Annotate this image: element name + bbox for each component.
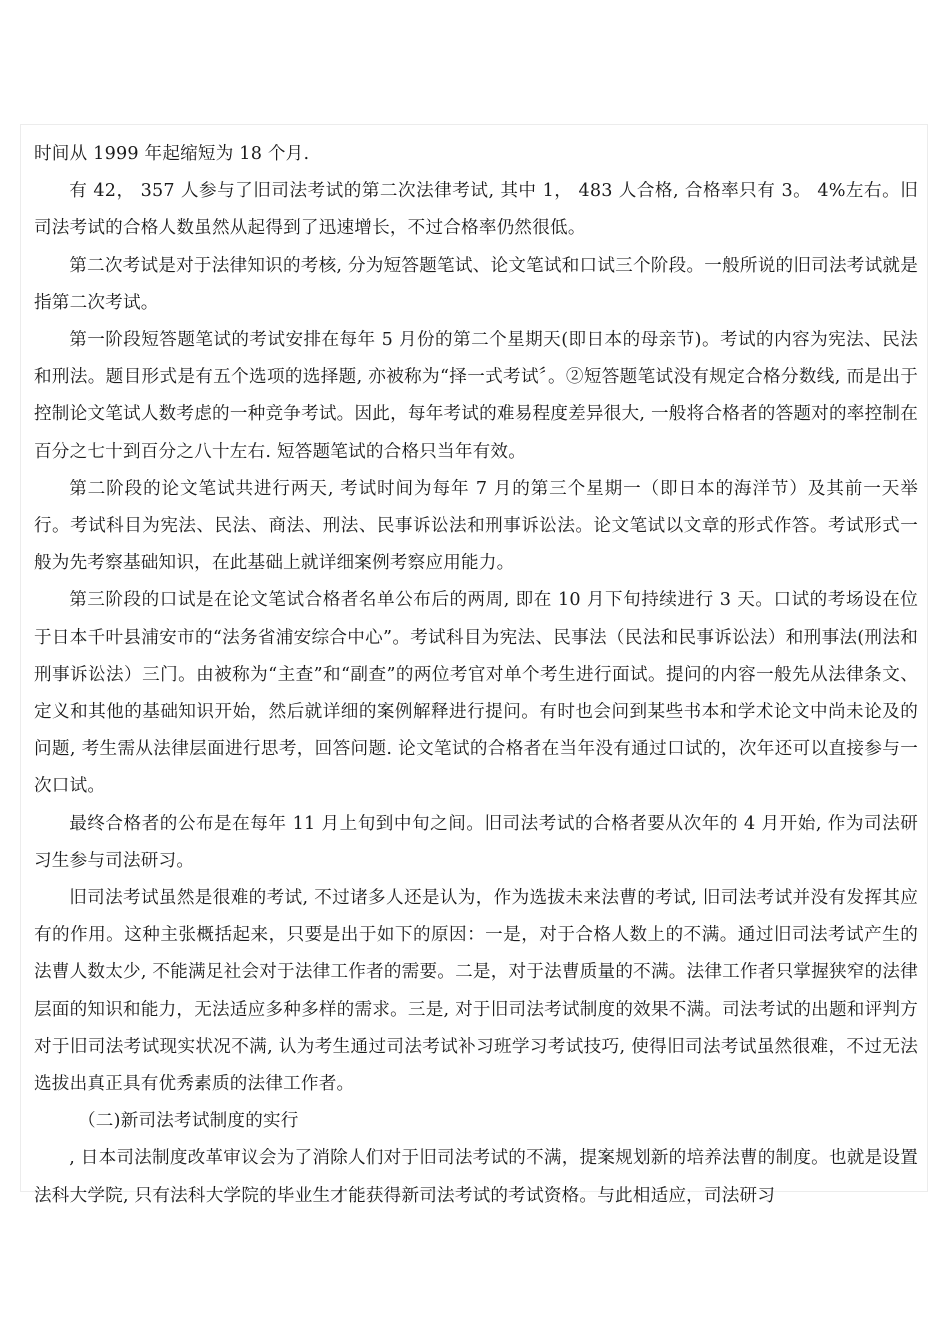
paragraph-reform: , 日本司法制度改革审议会为了消除人们对于旧司法考试的不满，提案规划新的培养法曹的制度。也就是设置法科大学院, 只有法科大学院的毕业生才能获得新司法考试的考试资格。与此相适应，司法研习 xyxy=(34,1148,918,1206)
paragraph-stage-three: 第三阶段的口试是在论文笔试合格者名单公布后的两周, 即在 10 月下旬持续进行 3 天。口试的考场设在位于日本千叶县浦安市的“法务省浦安综合中心”。考试科目为宪法、民事法（民法和民事诉讼法）和刑事法(刑法和刑事诉讼法）三门。由被称为“主查”和“副查”的两位考官对单个考生进行面试。提问的内容一般先从法律条文、定义和其他的基础知识开始，然后就详细的案例解释进行提问。有时也会问到某些书本和学术论文中尚未论及的问题, 考生需从法律层面进行思考，回答问题. 论文笔试的合格者在当年没有通过口试的，次年还可以直接参与一次口试。 xyxy=(34,590,918,797)
paragraph-final-results: 最终合格者的公布是在每年 11 月上旬到中旬之间。旧司法考试的合格者要从次年的 4 月开始, 作为司法研习生参与司法研习。 xyxy=(34,813,918,871)
document-body xyxy=(34,136,918,1215)
paragraph-pass-rate: 有 42， 357 人参与了旧司法考试的第二次法律考试, 其中 1， 483 人合格, 合格率只有 3。 4%左右。旧司法考试的合格人数虽然从起得到了迅速增长，不过合格率仍然很低。 xyxy=(34,181,918,239)
paragraph-stage-one: 第一阶段短答题笔试的考试安排在每年 5 月份的第二个星期天(即日本的母亲节)。考试的内容为宪法、民法和刑法。题目形式是有五个选项的选择题, 亦被称为“择一式考试〞。②短答题笔试没有规定合格分数线, 而是出于控制论文笔试人数考虑的一种竞争考试。因此，每年考试的难易程度差异很大, 一般将合格者的答题对的率控制在百分之七十到百分之八十左右. 短答题笔试的合格只当年有效。 xyxy=(34,330,918,462)
paragraph-training-period: 时间从 1999 年起缩短为 18 个月. xyxy=(34,144,310,164)
paragraph-criticism: 旧司法考试虽然是很难的考试, 不过诸多人还是认为，作为选拔未来法曹的考试, 旧司法考试并没有发挥其应有的作用。这种主张概括起来，只要是出于如下的原因：一是，对于合格人数上的不满。通过旧司法考试产生的法曹人数太少, 不能满足社会对于法律工作者的需要。二是，对于法曹质量的不满。法律工作者只掌握狭窄的法律层面的知识和能力，无法适应多种多样的需求。三是, 对于旧司法考试制度的效果不满。司法考试的出题和评判方对于旧司法考试现实状况不满, 认为考生通过司法考试补习班学习考试技巧, 使得旧司法考试虽然很难，不过无法选拔出真正具有优秀素质的法律工作者。 xyxy=(34,888,918,1095)
paragraph-stage-two: 第二阶段的论文笔试共进行两天, 考试时间为每年 7 月的第三个星期一（即日本的海洋节）及其前一天举行。考试科目为宪法、民法、商法、刑法、民事诉讼法和刑事诉讼法。论文笔试以文章的形式作答。考试形式一般为先考察基础知识，在此基础上就详细案例考察应用能力。 xyxy=(34,478,918,574)
section-heading: （二)新司法考试制度的实行 xyxy=(78,1111,299,1132)
paragraph-second-exam: 第二次考试是对于法律知识的考核, 分为短答题笔试、论文笔试和口试三个阶段。一般所说的旧司法考试就是指第二次考试。 xyxy=(34,255,918,313)
